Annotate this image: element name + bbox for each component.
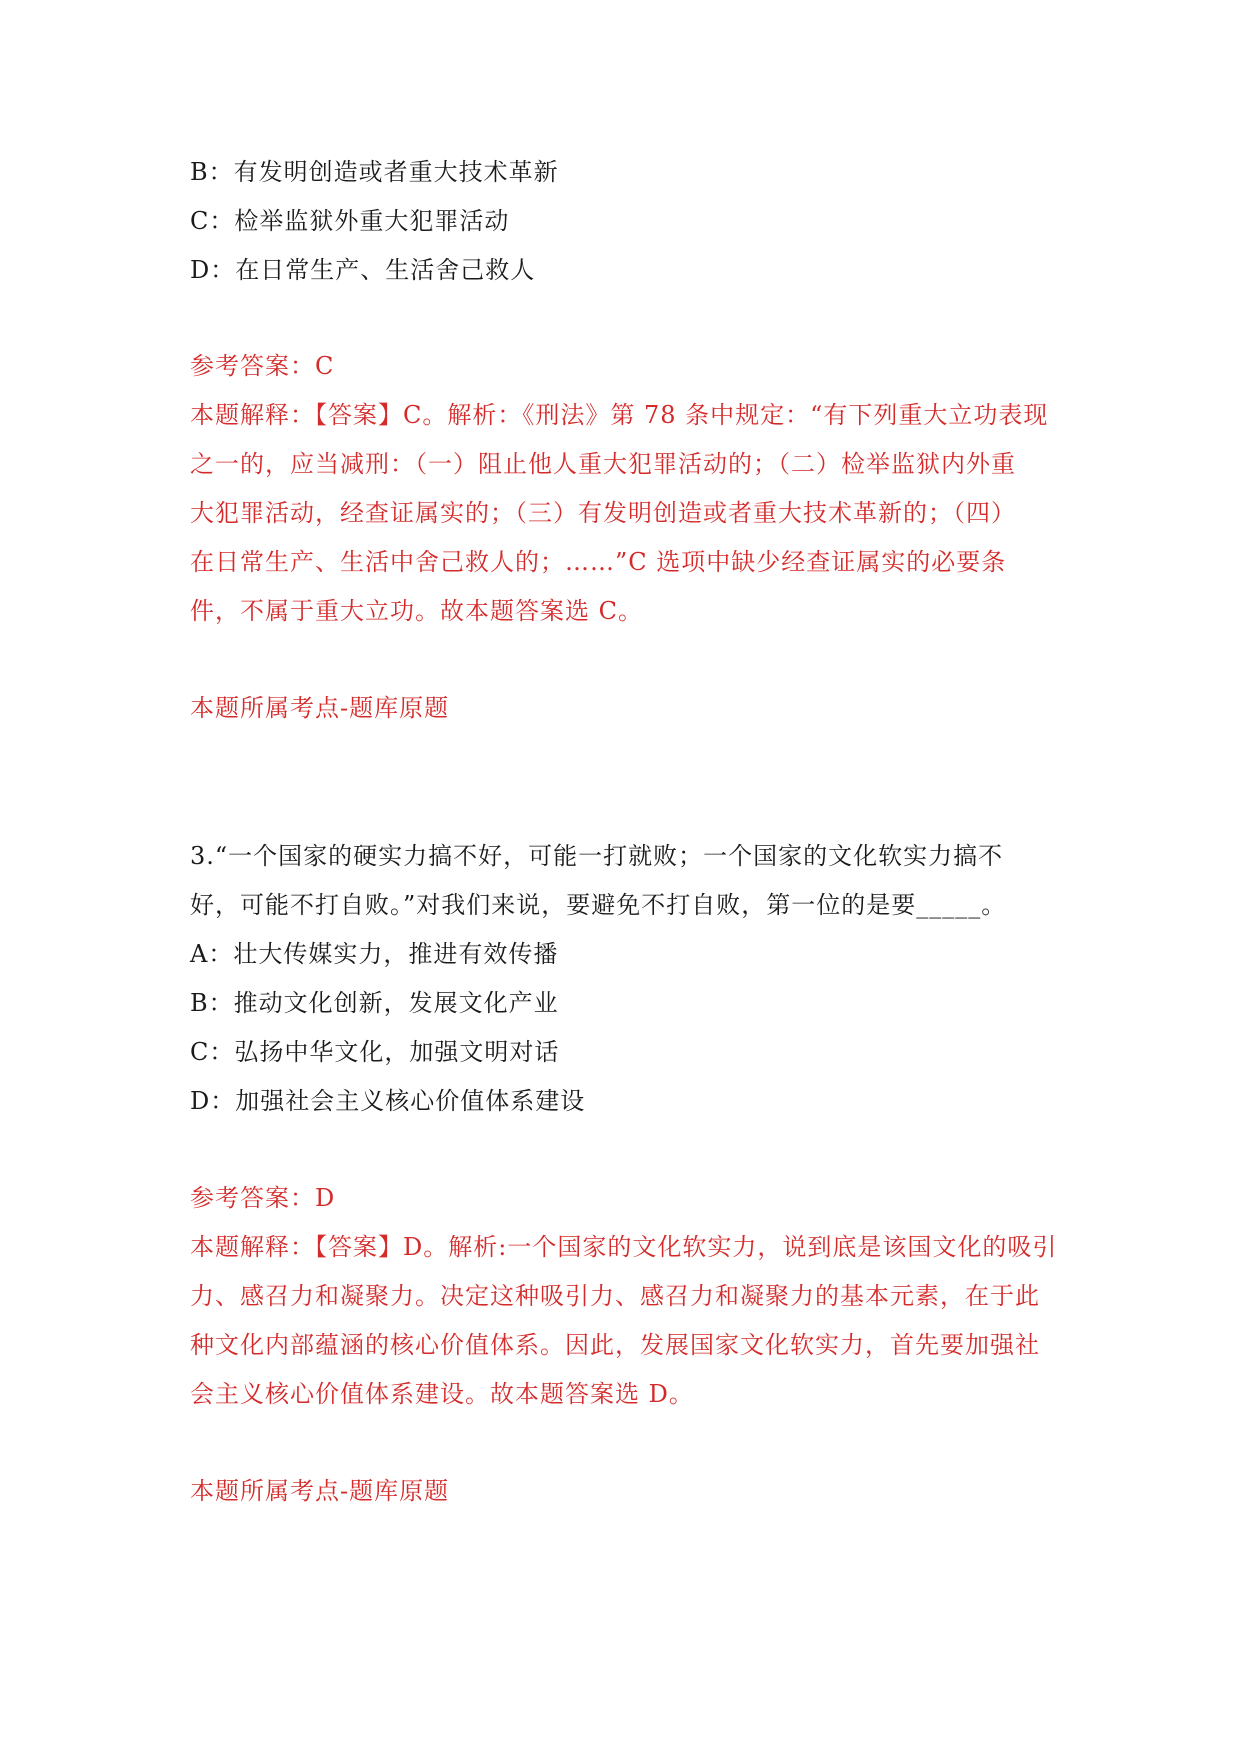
q3-stem-line: 好，可能不打自败。”对我们来说，要避免不打自败，第一位的是要_____。 [190,891,1007,919]
q3-option-b: B：推动文化创新，发展文化产业 [190,989,559,1017]
q3-explanation-line: 本题解释：【答案】D。解析:一个国家的文化软实力，说到底是该国文化的吸引 [190,1233,1058,1261]
q3-question-block [190,832,1060,1126]
q3-option-d: D：加强社会主义核心价值体系建设 [190,1087,586,1115]
q2-explanation-line: 本题解释：【答案】C。解析：《刑法》第 78 条中规定：“有下列重大立功表现 [190,401,1049,429]
q3-option-a: A：壮大传媒实力，推进有效传播 [190,940,559,968]
q3-option-c: C：弘扬中华文化，加强文明对话 [190,1038,560,1066]
q2-option-b: B：有发明创造或者重大技术革新 [190,158,559,186]
q3-explanation-line: 会主义核心价值体系建设。故本题答案选 D。 [190,1380,694,1408]
q2-answer-block [190,342,1060,636]
q2-explanation-line: 之一的，应当减刑：（一）阻止他人重大犯罪活动的；（二）检举监狱内外重 [190,450,1016,478]
q2-topic-block [190,684,1060,733]
q2-explanation-line: 大犯罪活动，经查证属实的；（三）有发明创造或者重大技术革新的；（四） [190,499,1016,527]
q3-topic: 本题所属考点-题库原题 [190,1477,450,1505]
q2-option-d: D：在日常生产、生活舍己救人 [190,256,536,284]
q3-answer-block [190,1174,1060,1419]
q2-explanation-line: 件，不属于重大立功。故本题答案选 C。 [190,597,643,625]
q2-explanation-line: 在日常生产、生活中舍己救人的；……”C 选项中缺少经查证属实的必要条 [190,548,1007,576]
q3-explanation-line: 种文化内部蕴涵的核心价值体系。因此，发展国家文化软实力，首先要加强社 [190,1331,1040,1359]
q3-topic-block [190,1467,1060,1516]
q3-stem-line: 3.“一个国家的硬实力搞不好，可能一打就败；一个国家的文化软实力搞不 [190,842,1004,870]
q2-answer: 参考答案：C [190,352,335,380]
q2-option-c: C：检举监狱外重大犯罪活动 [190,207,510,235]
q2-options [190,148,1060,295]
q2-topic: 本题所属考点-题库原题 [190,694,450,722]
q3-explanation-line: 力、感召力和凝聚力。决定这种吸引力、感召力和凝聚力的基本元素，在于此 [190,1282,1040,1310]
q3-answer: 参考答案：D [190,1184,336,1212]
